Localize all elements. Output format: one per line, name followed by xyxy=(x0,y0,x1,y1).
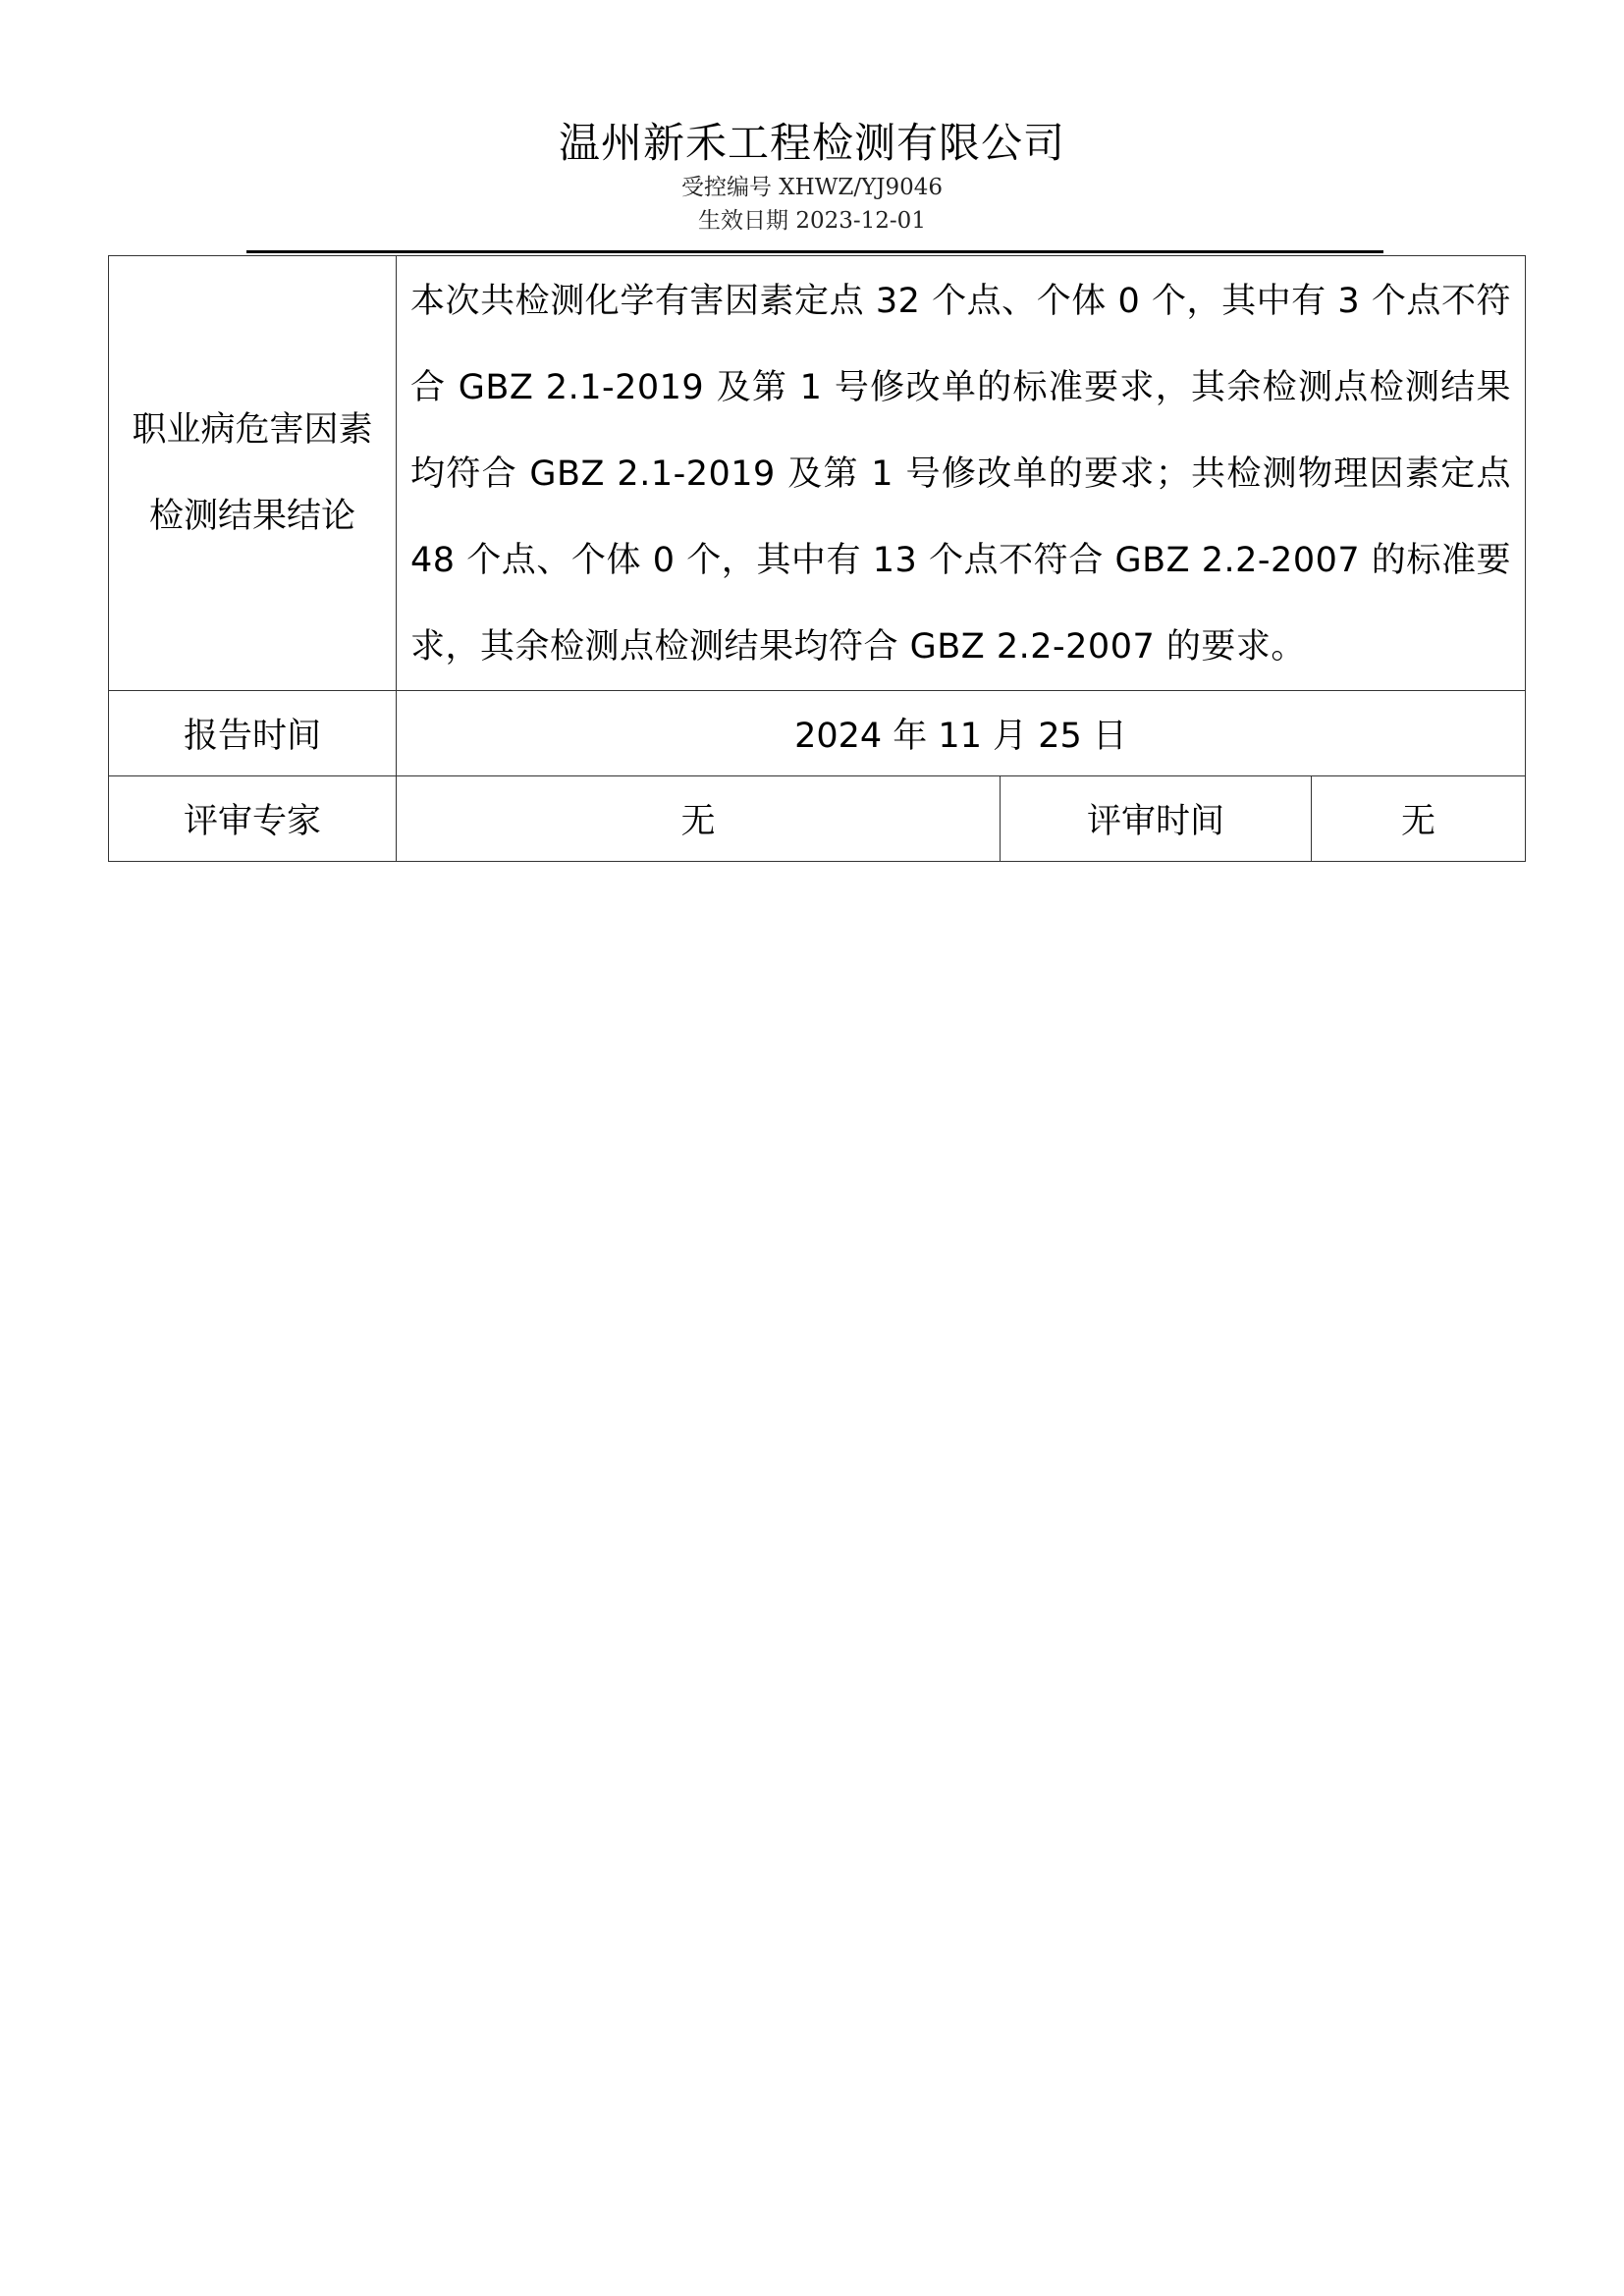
report-table xyxy=(108,255,1526,862)
review-time-value: 无 xyxy=(1312,776,1526,862)
document-header xyxy=(0,116,1624,238)
report-time-row xyxy=(109,691,1526,776)
company-name: 温州新禾工程检测有限公司 xyxy=(558,119,1065,167)
review-expert-value: 无 xyxy=(397,776,1001,862)
effective-date: 生效日期 2023-12-01 xyxy=(698,208,926,234)
report-time-value: 2024 年 11 月 25 日 xyxy=(397,691,1526,776)
conclusion-text: 本次共检测化学有害因素定点 32 个点、个体 0 个，其中有 3 个点不符合 GBZ 2.1-2019 及第 1 号修改单的标准要求，其余检测点检测结果均符合 GBZ 2.1-2019 及第 1 号修改单的要求；共检测物理因素定点 48 个点、个体 0 个，其中有 13 个点不符合 GBZ 2.2-2007 的标准要求，其余检测点检测结果均符合 GBZ 2.2-2007 的要求。 xyxy=(397,256,1526,691)
conclusion-label: 职业病危害因素检测结果结论 xyxy=(109,256,397,691)
control-number: 受控编号 XHWZ/YJ9046 xyxy=(680,175,944,200)
review-row xyxy=(109,776,1526,862)
review-expert-label: 评审专家 xyxy=(109,776,397,862)
review-time-label: 评审时间 xyxy=(1001,776,1312,862)
header-divider xyxy=(246,250,1383,253)
conclusion-row xyxy=(109,256,1526,691)
report-time-label: 报告时间 xyxy=(109,691,397,776)
